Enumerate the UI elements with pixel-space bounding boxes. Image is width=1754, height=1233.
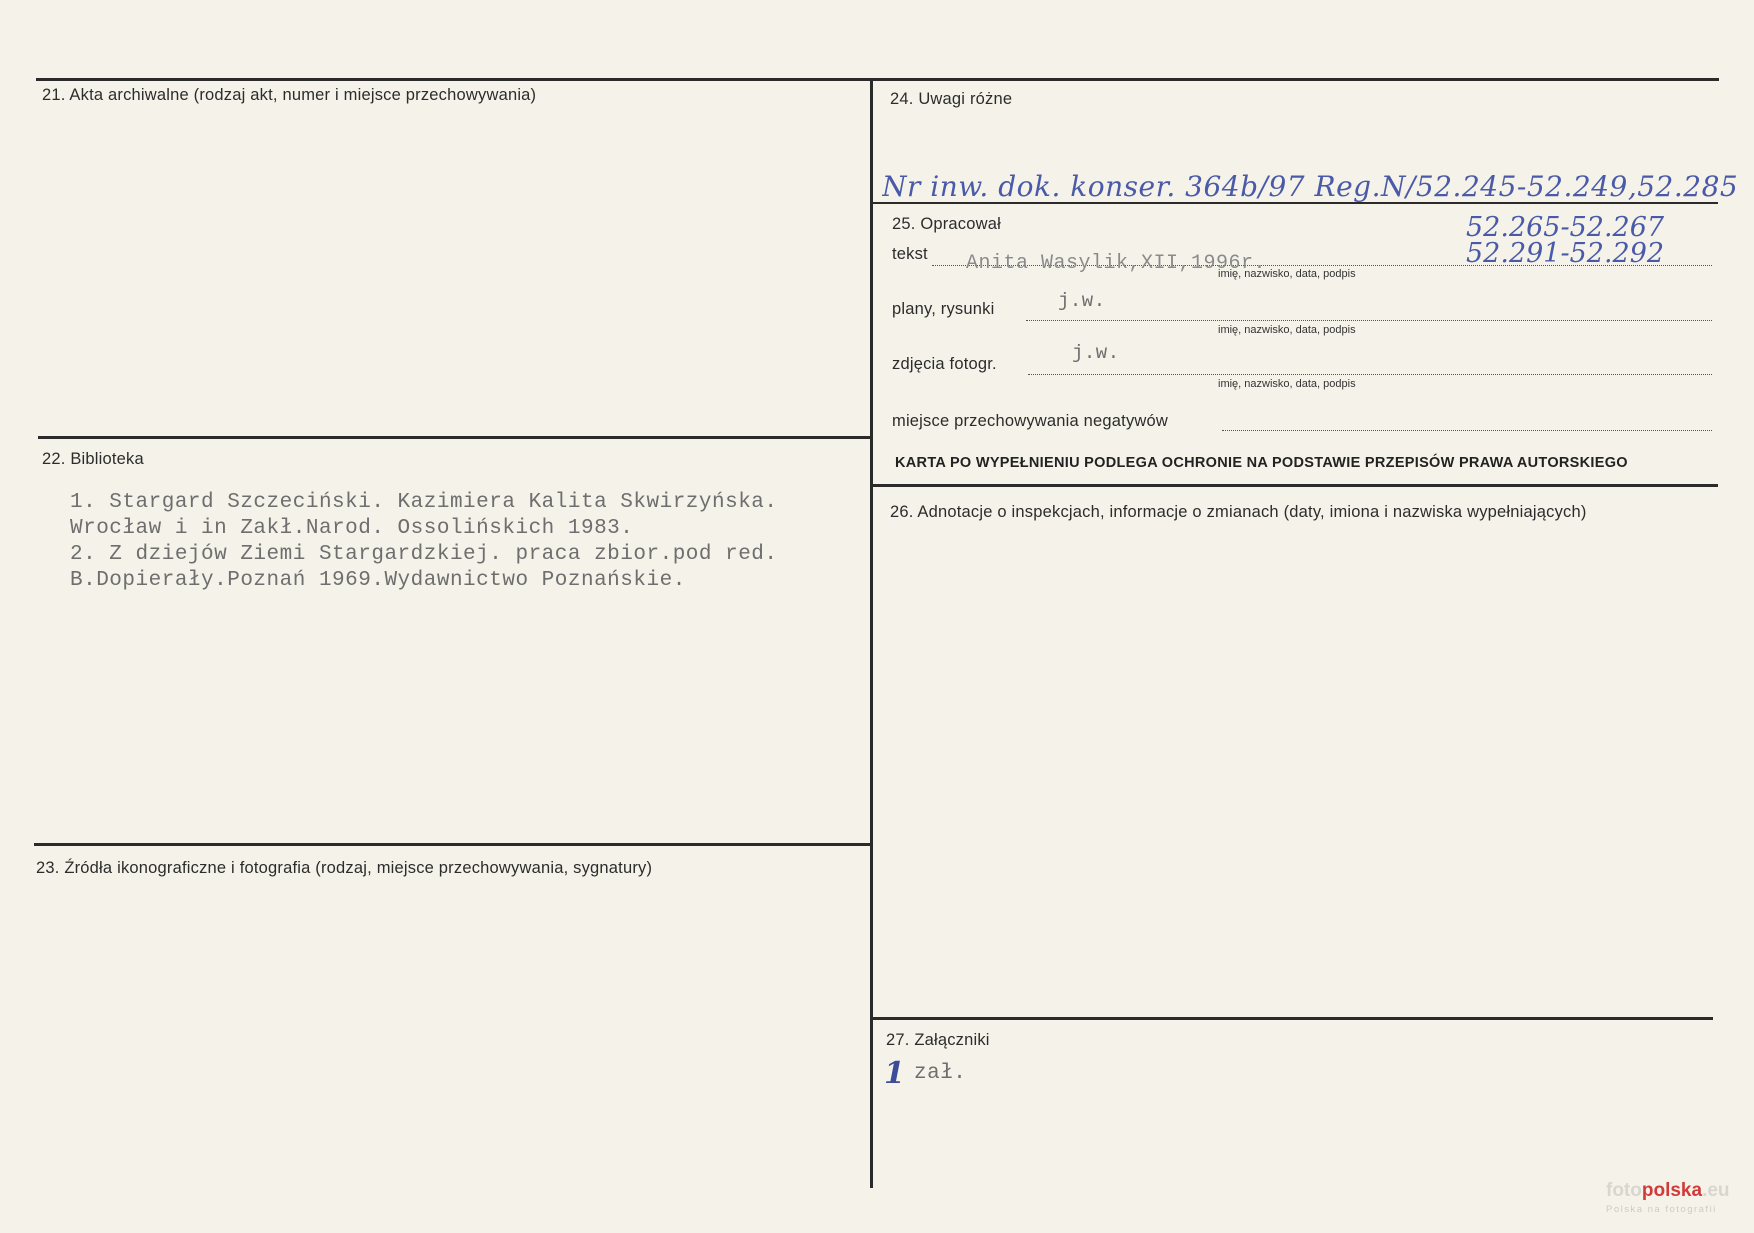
attachment-value: zał.: [914, 1062, 967, 1085]
bibliography-line-1: 1. Stargard Szczeciński. Kazimiera Kalita Skwirzyńska.: [70, 491, 778, 514]
rule-26-27: [873, 1017, 1713, 1020]
rule-21-22: [38, 436, 872, 439]
section-25-label: 25. Opracował: [892, 215, 1001, 233]
section-22-label: 22. Biblioteka: [42, 450, 144, 468]
negatywy-label: miejsce przechowywania negatywów: [892, 412, 1169, 430]
bibliography-line-3: 2. Z dziejów Ziemi Stargardzkiej. praca zbior.pod red.: [70, 543, 778, 566]
tekst-value: Anita Wasylik,XII,1996r.: [966, 252, 1267, 275]
bibliography-line-4: B.Dopierały.Poznań 1969.Wydawnictwo Poznańskie.: [70, 569, 686, 592]
copyright-notice: KARTA PO WYPEŁNIENIU PODLEGA OCHRONIE NA PODSTAWIE PRZEPISÓW PRAWA AUTORSKIEGO: [895, 455, 1628, 471]
rule-22-23: [34, 843, 872, 846]
rule-25-26: [873, 484, 1718, 487]
handwritten-register-extra-2: 52.291-52.292: [1466, 238, 1665, 269]
section-24-label: 24. Uwagi różne: [890, 90, 1013, 108]
plany-value: j.w.: [1058, 290, 1106, 312]
zdjecia-dotted-line: [1028, 374, 1712, 375]
attachment-count: 1: [884, 1056, 905, 1091]
zdjecia-hint: imię, nazwisko, data, podpis: [1218, 378, 1356, 390]
handwritten-inventory-note: Nr inw. dok. konser. 364b/97 Reg.N/52.245-52.249,52.285: [882, 170, 1739, 203]
top-rule: [36, 78, 1719, 81]
section-21-label: 21. Akta archiwalne (rodzaj akt, numer i miejsce przechowywania): [42, 86, 537, 104]
section-27-label: 27. Załączniki: [886, 1031, 990, 1049]
plany-label: plany, rysunki: [892, 300, 995, 318]
fotopolska-watermark: fotopolska.eu: [1606, 1180, 1730, 1201]
plany-hint: imię, nazwisko, data, podpis: [1218, 324, 1356, 336]
zdjecia-label: zdjęcia fotogr.: [892, 355, 997, 373]
watermark-tagline: Polska na fotografii: [1606, 1204, 1717, 1215]
bibliography-line-2: Wrocław i in Zakł.Narod. Ossolińskich 1983.: [70, 517, 634, 540]
handwritten-register-extra-1: 52.265-52.267: [1466, 212, 1665, 243]
plany-dotted-line: [1026, 320, 1712, 321]
center-divider: [870, 78, 873, 1188]
section-23-label: 23. Źródła ikonograficzne i fotografia (rodzaj, miejsce przechowywania, sygnatury): [36, 859, 653, 877]
tekst-label: tekst: [892, 245, 928, 263]
section-26-label: 26. Adnotacje o inspekcjach, informacje o zmianach (daty, imiona i nazwiska wypełniających): [890, 503, 1587, 521]
negatywy-dotted-line: [1222, 430, 1712, 431]
tekst-hint: imię, nazwisko, data, podpis: [1218, 268, 1356, 280]
zdjecia-value: j.w.: [1072, 342, 1120, 364]
